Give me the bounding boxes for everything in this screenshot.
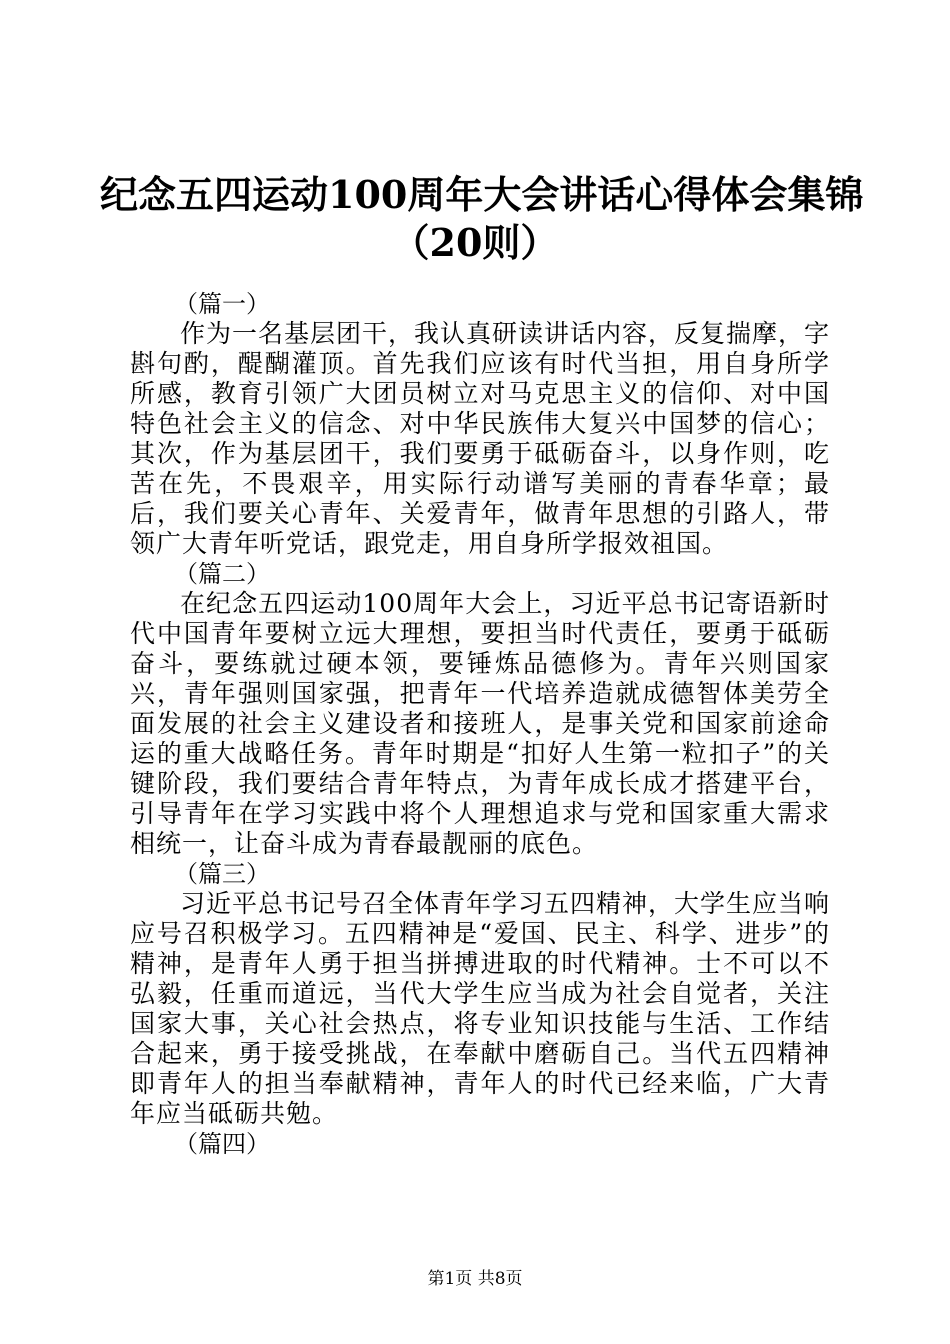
document-subtitle: （20则）	[391, 220, 559, 265]
section-paragraph: 作为一名基层团干，我认真研读讲话内容，反复揣摩，字斟句酌，醍醐灌顶。首先我们应该有时代当担，用自身所学所感，教育引领广大团员树立对马克思主义的信仰、对中国特色社会主义的信念、对中华民族伟大复兴中国梦的信心；其次，作为基层团干，我们要勇于砥砺奋斗，以身作则，吃苦在先，不畏艰辛，用实际行动谱写美丽的青春华章；最后，我们要关心青年、关爱青年，做青年思想的引路人，带领广大青年听党话，跟党走，用自身所学报效祖国。	[130, 319, 831, 558]
section-label: （篇四）	[174, 1130, 270, 1158]
section-paragraph: 在纪念五四运动100周年大会上，习近平总书记寄语新时代中国青年要树立远大理想，要担当时代责任，要勇于砥砺奋斗，要练就过硬本领，要锤炼品德修为。青年兴则国家兴，青年强则国家强，把青年一代培养造就成德智体美劳全面发展的社会主义建设者和接班人，是事关党和国家前途命运的重大战略任务。青年时期是“扣好人生第一粒扣子”的关键阶段，我们要结合青年特点，为青年成长成才搭建平台，引导青年在学习实践中将个人理想追求与党和国家重大需求相统一，让奋斗成为青春最靓丽的底色。	[130, 589, 830, 858]
page-footer: 第1页 共8页	[427, 1269, 523, 1289]
section-label: （篇三）	[174, 860, 270, 888]
section-label: （篇二）	[174, 560, 270, 588]
document-title: 纪念五四运动100周年大会讲话心得体会集锦	[100, 172, 864, 217]
section-paragraph: 习近平总书记号召全体青年学习五四精神，大学生应当响应号召积极学习。五四精神是“爱国、民主、科学、进步”的精神，是青年人勇于担当拼搏进取的时代精神。士不可以不弘毅，任重而道远，当代大学生应当成为社会自觉者，关注国家大事，关心社会热点，将专业知识技能与生活、工作结合起来，勇于接受挑战，在奉献中磨砺自己。当代五四精神即青年人的担当奉献精神，青年人的时代已经来临，广大青年应当砥砺共勉。	[130, 889, 831, 1128]
document-body	[130, 289, 830, 1159]
section-label: （篇一）	[174, 290, 270, 318]
